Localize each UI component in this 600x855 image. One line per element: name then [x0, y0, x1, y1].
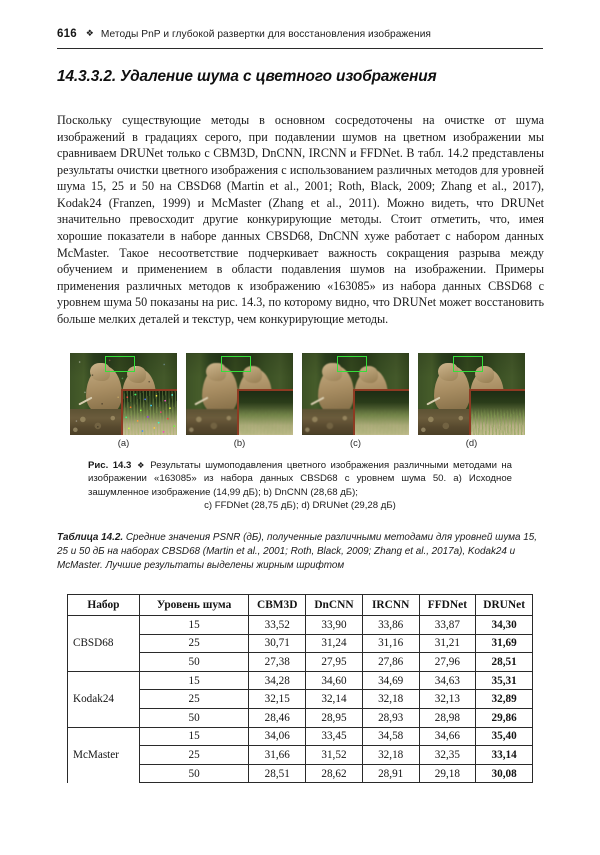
cbm3d-value: 31,66 [249, 746, 306, 765]
diamond-ornament-icon: ❖ [85, 28, 94, 38]
cbm3d-value: 34,28 [249, 671, 306, 690]
figure-panel-c [302, 353, 409, 435]
column-header-drunet: DRUNet [476, 595, 533, 616]
ircnn-value: 32,18 [362, 690, 419, 709]
dncnn-value: 33,90 [306, 616, 363, 635]
diamond-ornament-icon: ❖ [135, 461, 147, 470]
cbm3d-value: 28,46 [249, 708, 306, 727]
figure-panel-a [70, 353, 177, 435]
column-header-cbm3d: CBM3D [249, 595, 306, 616]
figure-image-row [70, 353, 525, 435]
noise-level-cell: 15 [139, 616, 249, 635]
zoom-inset-denoised [237, 389, 293, 435]
column-header-ffdnet: FFDNet [419, 595, 476, 616]
ircnn-value: 28,91 [362, 764, 419, 783]
green-highlight-box [221, 356, 251, 372]
table-row [68, 727, 533, 746]
figure-panel-label-a: (a) [117, 437, 130, 448]
dncnn-value: 31,24 [306, 634, 363, 653]
drunet-value: 35,31 [476, 671, 533, 690]
ircnn-value: 32,18 [362, 746, 419, 765]
column-header-noise-level: Уровень шума [139, 595, 249, 616]
ircnn-value: 27,86 [362, 653, 419, 672]
dncnn-value: 28,95 [306, 708, 363, 727]
ffdnet-value: 28,98 [419, 708, 476, 727]
noise-level-cell: 50 [139, 708, 249, 727]
table-caption-lead: Таблица 14.2. [57, 532, 124, 543]
figure-caption-last-line: c) FFDNet (28,75 дБ); d) DRUNet (29,28 дБ) [204, 500, 396, 512]
table-caption-text: Средние значения PSNR (дБ), полученные различными методами для уровней шума 15, 25 и 50 дБ на наборах CBSD68 (Martin et al., 2001; Roth, Black, 2009; Zhang et al., 2017a), Kodak24 и McMaster. Лучшие результаты выделены жирным шрифтом [57, 532, 538, 572]
body-paragraph: Поскольку существующие методы в основном сосредоточены на очистке от шума изображений в градациях серого, при подавлении шумов на цветном изображении мы сравниваем DRUNet только с CBM3D, DnCNN, IRCNN и FFDNet. В табл. 14.2 представлены результаты очистки цветного изображения с использованием различных методов для уровней шума 15, 25 и 50 на CBSD68 (Martin et al., 2001; Roth, Black, 2009; Zhang et al., 2017), Kodak24 (Franzen, 1999) и McMaster (Zhang et al., 2011). Можно видеть, что DRUNet значительно превосходит другие конкурирующие методы. Стоит отметить, что, имея хорошие показатели в наборе данных CBSD68, DnCNN хуже работает с набором данных McMaster. Такое несоответствие подчеркивает важность сокращения разрыва между обучением и применением в области подавления шумов на изображении. Примеры применения различных методов к изображению «163085» из набора данных CBSD68 с уровнем шума 50 показаны на рис. 14.3, по которому видно, что DRUNet может восстановить больше мелких деталей и текстур, чем конкурирующие методы. [57, 113, 544, 326]
column-header-dataset: Набор [68, 595, 140, 616]
section-heading: 14.3.3.2. Удаление шума с цветного изображения [57, 68, 437, 85]
ircnn-value: 34,69 [362, 671, 419, 690]
ircnn-value: 34,58 [362, 727, 419, 746]
figure-panel-b [186, 353, 293, 435]
green-highlight-box [105, 356, 135, 372]
figure-panel-label-d: (d) [465, 437, 478, 448]
ffdnet-value: 32,35 [419, 746, 476, 765]
figure-panel-label-c: (c) [350, 437, 361, 448]
cbm3d-value: 32,15 [249, 690, 306, 709]
figure-panel-label-b: (b) [233, 437, 246, 448]
page-number: 616 [57, 28, 77, 40]
psnr-table [67, 594, 533, 783]
dncnn-value: 34,60 [306, 671, 363, 690]
dncnn-value: 28,62 [306, 764, 363, 783]
dncnn-value: 33,45 [306, 727, 363, 746]
figure-caption-lead: Рис. 14.3 [88, 460, 132, 471]
psnr-table-wrapper [67, 594, 533, 783]
noise-level-cell: 50 [139, 653, 249, 672]
ffdnet-value: 33,87 [419, 616, 476, 635]
ffdnet-value: 31,21 [419, 634, 476, 653]
table-row [68, 616, 533, 635]
column-header-ircnn: IRCNN [362, 595, 419, 616]
running-head [57, 28, 543, 40]
noise-level-cell: 25 [139, 746, 249, 765]
cbm3d-value: 27,38 [249, 653, 306, 672]
dncnn-value: 32,14 [306, 690, 363, 709]
ffdnet-value: 32,13 [419, 690, 476, 709]
ircnn-value: 33,86 [362, 616, 419, 635]
drunet-value: 29,86 [476, 708, 533, 727]
cbm3d-value: 28,51 [249, 764, 306, 783]
drunet-value: 35,40 [476, 727, 533, 746]
ffdnet-value: 27,96 [419, 653, 476, 672]
column-header-dncnn: DnCNN [306, 595, 363, 616]
dncnn-value: 31,52 [306, 746, 363, 765]
noise-level-cell: 15 [139, 727, 249, 746]
table-caption [57, 531, 543, 574]
running-head-title: Методы PnP и глубокой развертки для восстановления изображения [100, 29, 431, 40]
figure-caption [88, 459, 512, 513]
drunet-value: 33,14 [476, 746, 533, 765]
dataset-cell-cbsd68: CBSD68 [68, 616, 140, 672]
drunet-value: 34,30 [476, 616, 533, 635]
drunet-value: 31,69 [476, 634, 533, 653]
dataset-cell-mcmaster: McMaster [68, 727, 140, 783]
drunet-value: 30,08 [476, 764, 533, 783]
table-row [68, 671, 533, 690]
noise-level-cell: 50 [139, 764, 249, 783]
cbm3d-value: 33,52 [249, 616, 306, 635]
ircnn-value: 28,93 [362, 708, 419, 727]
figure-panel-labels [70, 437, 525, 451]
ircnn-value: 31,16 [362, 634, 419, 653]
zoom-inset-noisy [121, 389, 177, 435]
figure-panel-d [418, 353, 525, 435]
noise-level-cell: 15 [139, 671, 249, 690]
noise-level-cell: 25 [139, 690, 249, 709]
green-highlight-box [337, 356, 367, 372]
ffdnet-value: 29,18 [419, 764, 476, 783]
zoom-inset-denoised [353, 389, 409, 435]
zoom-inset-denoised [469, 389, 525, 435]
ffdnet-value: 34,63 [419, 671, 476, 690]
ffdnet-value: 34,66 [419, 727, 476, 746]
cbm3d-value: 30,71 [249, 634, 306, 653]
table-header-row [68, 595, 533, 616]
green-highlight-box [453, 356, 483, 372]
header-divider [57, 48, 543, 49]
noise-level-cell: 25 [139, 634, 249, 653]
dataset-cell-kodak24: Kodak24 [68, 671, 140, 727]
drunet-value: 28,51 [476, 653, 533, 672]
dncnn-value: 27,95 [306, 653, 363, 672]
drunet-value: 32,89 [476, 690, 533, 709]
cbm3d-value: 34,06 [249, 727, 306, 746]
figure-caption-text: Результаты шумоподавления цветного изображения различными методами на изображении «163085» из набора данных CBSD68 с уровнем шума 50. a) Исходное зашумленное изображение (14,99 дБ); b) DnCNN (28,68 дБ); [88, 460, 513, 498]
